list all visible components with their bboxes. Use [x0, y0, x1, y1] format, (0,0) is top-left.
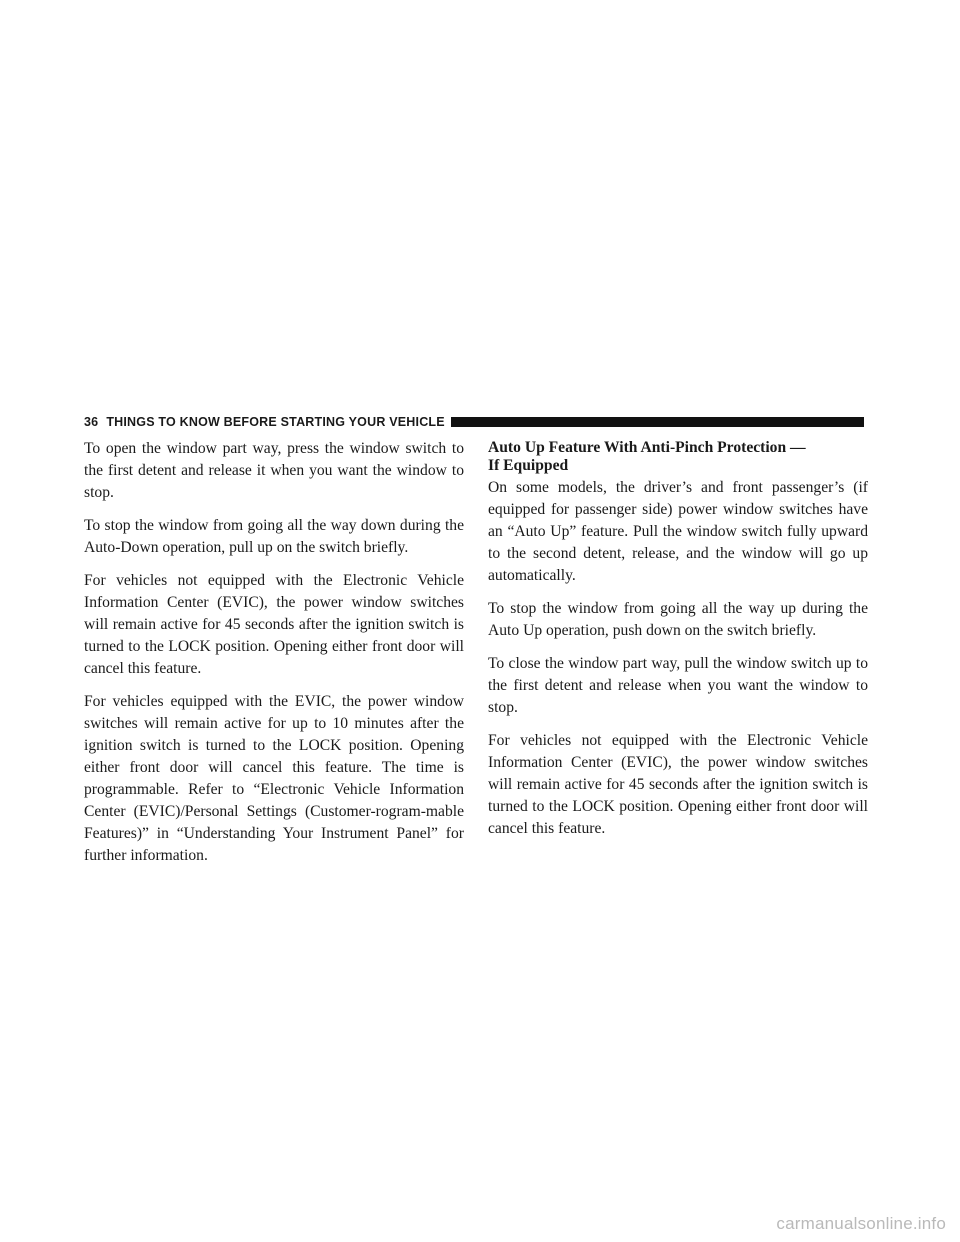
paragraph: On some models, the driver’s and front passenger’s (if equipped for passenger side) power window switches have an “Auto Up” feature. Pull the window switch fully upward to the second detent, release, and the window will go up automatically. — [488, 479, 868, 584]
paragraph: For vehicles not equipped with the Electronic Vehicle Information Center (EVIC), the power window switches will remain active for 45 seconds after the ignition switch is turned to the LOCK position. Opening either front door will cancel this feature. — [84, 572, 464, 677]
section-heading — [488, 439, 868, 475]
section-heading-line2: If Equipped — [488, 457, 569, 474]
paragraph: To close the window part way, pull the window switch up to the first detent and release when you want the window to stop. — [488, 655, 868, 716]
header-rule — [451, 417, 864, 427]
section-title: THINGS TO KNOW BEFORE STARTING YOUR VEHICLE — [106, 415, 445, 429]
paragraph: To stop the window from going all the way down during the Auto-Down operation, pull up on the switch briefly. — [84, 517, 464, 556]
paragraph: For vehicles not equipped with the Electronic Vehicle Information Center (EVIC), the power window switches will remain active for 45 seconds after the ignition switch is turned to the LOCK position. Opening either front door will cancel this feature. — [488, 732, 868, 837]
paragraph: To open the window part way, press the window switch to the first detent and release it when you want the window to stop. — [84, 440, 464, 501]
page-header — [84, 414, 864, 430]
page-number: 36 — [84, 415, 99, 429]
left-column — [84, 438, 464, 878]
paragraph: To stop the window from going all the way up during the Auto Up operation, push down on the switch briefly. — [488, 600, 868, 639]
watermark: carmanualsonline.info — [776, 1214, 946, 1233]
right-column — [488, 438, 868, 851]
section-heading-line1: Auto Up Feature With Anti-Pinch Protection — — [488, 439, 806, 456]
paragraph: For vehicles equipped with the EVIC, the power window switches will remain active for up to 10 minutes after the ignition switch is turned to the LOCK position. Opening either front door will cancel this feature. The time is programmable. Refer to “Electronic Vehicle Information Center (EVIC)/Personal Settings (Customer-rogram-mable Features)” in “Understanding Your Instrument Panel” for further information. — [84, 693, 464, 864]
